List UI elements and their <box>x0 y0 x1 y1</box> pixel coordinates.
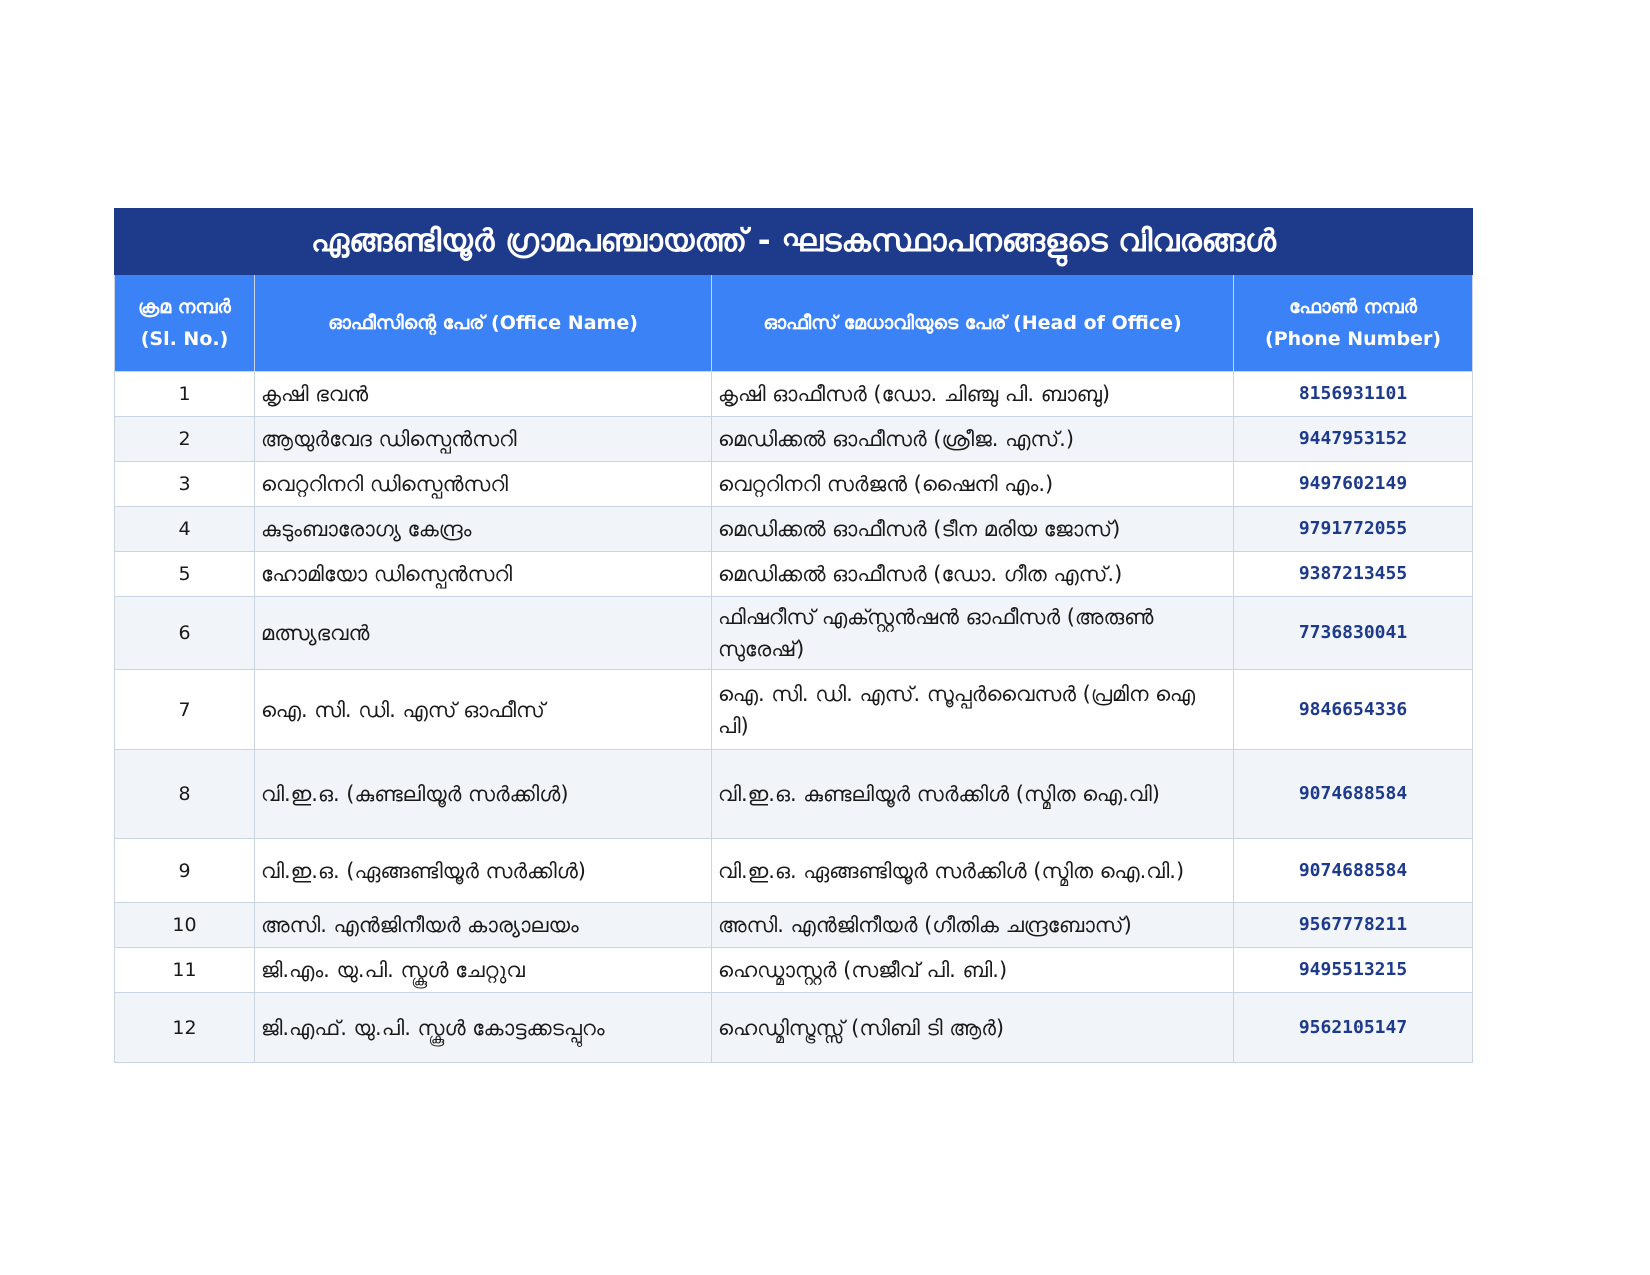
table-row <box>115 597 1473 670</box>
sl-no-cell: 5 <box>115 552 255 597</box>
phone-number-cell: 9074688584 <box>1234 750 1473 839</box>
head-of-office-cell: ഐ. സി. ഡി. എസ്. സൂപ്പർവൈസർ (പ്രമിന ഐ പി) <box>712 670 1234 750</box>
office-name-cell: വി.ഇ.ഒ. (ഏങ്ങണ്ടിയൂർ സർക്കിൾ) <box>255 839 712 903</box>
office-directory <box>114 208 1472 1063</box>
head-of-office-cell: വെറ്ററിനറി സർജൻ (ഷൈനി എം.) <box>712 462 1234 507</box>
table-row <box>115 507 1473 552</box>
office-name-cell: കുടുംബാരോഗ്യ കേന്ദ്രം <box>255 507 712 552</box>
table-title: ഏങ്ങണ്ടിയൂർ ഗ്രാമപഞ്ചായത്ത് - ഘടകസ്ഥാപനങ്ങളുടെ വിവരങ്ങൾ <box>115 209 1473 275</box>
sl-no-cell: 8 <box>115 750 255 839</box>
head-of-office-cell: ഹെഡ്മാസ്റ്റർ (സജീവ് പി. ബി.) <box>712 948 1234 993</box>
table-row <box>115 552 1473 597</box>
table-row <box>115 750 1473 839</box>
table-row <box>115 417 1473 462</box>
header-office-name: ഓഫീസിന്റെ പേര് (Office Name) <box>255 275 712 372</box>
office-table <box>114 208 1473 1063</box>
head-of-office-cell: മെഡിക്കൽ ഓഫീസർ (ഡോ. ഗീത എസ്.) <box>712 552 1234 597</box>
office-name-cell: ജി.എം. യു.പി. സ്കൂൾ ചേറ്റുവ <box>255 948 712 993</box>
table-row <box>115 948 1473 993</box>
sl-no-cell: 11 <box>115 948 255 993</box>
phone-number-cell: 9567778211 <box>1234 903 1473 948</box>
head-of-office-cell: മെഡിക്കൽ ഓഫീസർ (ശ്രീജ. എസ്.) <box>712 417 1234 462</box>
table-row <box>115 670 1473 750</box>
phone-number-cell: 9074688584 <box>1234 839 1473 903</box>
office-name-cell: ആയുർവേദ ഡിസ്പെൻസറി <box>255 417 712 462</box>
office-name-cell: വി.ഇ.ഒ. (കുണ്ടലിയൂർ സർക്കിൾ) <box>255 750 712 839</box>
phone-number-cell: 9497602149 <box>1234 462 1473 507</box>
header-phone-number <box>1234 275 1473 372</box>
phone-number-cell: 9846654336 <box>1234 670 1473 750</box>
phone-number-cell: 7736830041 <box>1234 597 1473 670</box>
header-head-of-office: ഓഫീസ് മേധാവിയുടെ പേര് (Head of Office) <box>712 275 1234 372</box>
table-row <box>115 372 1473 417</box>
sl-no-cell: 12 <box>115 993 255 1063</box>
header-sl-no-ml: ക്രമ നമ്പർ <box>138 296 231 318</box>
table-row <box>115 839 1473 903</box>
office-name-cell: അസി. എൻജിനീയർ കാര്യാലയം <box>255 903 712 948</box>
sl-no-cell: 6 <box>115 597 255 670</box>
header-phone-ml: ഫോൺ നമ്പർ <box>1289 296 1417 318</box>
phone-number-cell: 9387213455 <box>1234 552 1473 597</box>
head-of-office-cell: ഫിഷറീസ് എക്സ്റ്റൻഷൻ ഓഫീസർ (അരുൺ സുരേഷ്) <box>712 597 1234 670</box>
sl-no-cell: 7 <box>115 670 255 750</box>
sl-no-cell: 9 <box>115 839 255 903</box>
sl-no-cell: 4 <box>115 507 255 552</box>
sl-no-cell: 1 <box>115 372 255 417</box>
head-of-office-cell: അസി. എൻജിനീയർ (ഗീതിക ചന്ദ്രബോസ്) <box>712 903 1234 948</box>
phone-number-cell: 8156931101 <box>1234 372 1473 417</box>
head-of-office-cell: മെഡിക്കൽ ഓഫീസർ (ടീന മരിയ ജോസ്) <box>712 507 1234 552</box>
table-row <box>115 903 1473 948</box>
office-name-cell: ഐ. സി. ഡി. എസ് ഓഫീസ് <box>255 670 712 750</box>
phone-number-cell: 9562105147 <box>1234 993 1473 1063</box>
header-sl-no-en: (Sl. No.) <box>140 328 229 350</box>
phone-number-cell: 9447953152 <box>1234 417 1473 462</box>
header-phone-en: (Phone Number) <box>1265 328 1441 350</box>
phone-number-cell: 9791772055 <box>1234 507 1473 552</box>
phone-number-cell: 9495513215 <box>1234 948 1473 993</box>
head-of-office-cell: വി.ഇ.ഒ. ഏങ്ങണ്ടിയൂർ സർക്കിൾ (സ്മിത ഐ.വി.) <box>712 839 1234 903</box>
office-name-cell: വെറ്ററിനറി ഡിസ്പെൻസറി <box>255 462 712 507</box>
head-of-office-cell: വി.ഇ.ഒ. കുണ്ടലിയൂർ സർക്കിൾ (സ്മിത ഐ.വി) <box>712 750 1234 839</box>
office-name-cell: ജി.എഫ്. യു.പി. സ്കൂൾ കോട്ടക്കടപ്പുറം <box>255 993 712 1063</box>
sl-no-cell: 2 <box>115 417 255 462</box>
sl-no-cell: 3 <box>115 462 255 507</box>
office-name-cell: ഹോമിയോ ഡിസ്പെൻസറി <box>255 552 712 597</box>
table-row <box>115 993 1473 1063</box>
office-name-cell: മത്സ്യഭവൻ <box>255 597 712 670</box>
office-name-cell: കൃഷി ഭവൻ <box>255 372 712 417</box>
sl-no-cell: 10 <box>115 903 255 948</box>
head-of-office-cell: കൃഷി ഓഫീസർ (ഡോ. ചിഞ്ചു പി. ബാബു) <box>712 372 1234 417</box>
table-row <box>115 462 1473 507</box>
head-of-office-cell: ഹെഡ്മിസ്ട്രസ്സ് (സിബി ടി ആർ) <box>712 993 1234 1063</box>
header-sl-no <box>115 275 255 372</box>
